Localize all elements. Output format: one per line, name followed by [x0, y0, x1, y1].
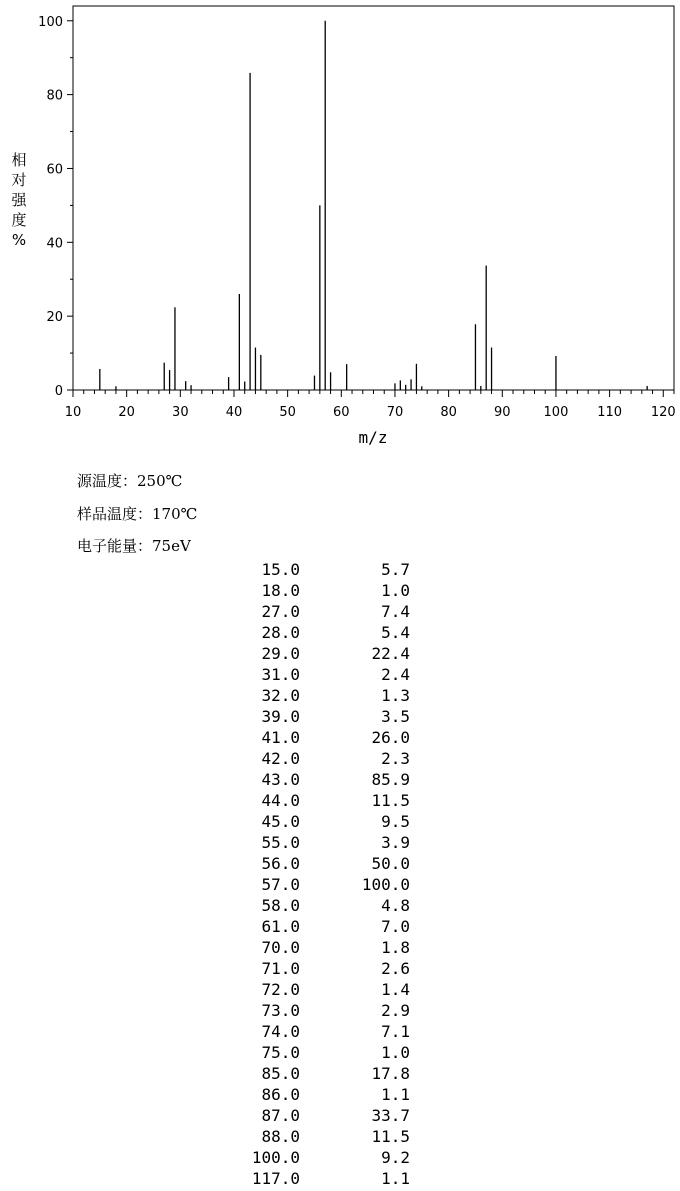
peak-table-row — [0, 874, 680, 895]
peak-intensity: 22.4 — [371, 644, 410, 663]
peak-table-row — [0, 580, 680, 601]
peak-intensity: 9.2 — [381, 1148, 410, 1167]
x-tick-label: 90 — [494, 405, 511, 420]
peak-mz: 86.0 — [261, 1085, 300, 1104]
spectrum-peaks — [100, 21, 647, 390]
peak-intensity: 1.0 — [381, 1043, 410, 1062]
peak-table-row — [0, 790, 680, 811]
peak-table-row — [0, 685, 680, 706]
peak-mz: 85.0 — [261, 1064, 300, 1083]
peak-table-row — [0, 748, 680, 769]
electron-energy: 电子能量：75eV — [77, 537, 191, 555]
peak-mz: 41.0 — [261, 728, 300, 747]
peak-intensity: 5.7 — [381, 560, 410, 579]
peak-table-row — [0, 1147, 680, 1168]
peak-mz: 39.0 — [261, 707, 300, 726]
peak-intensity: 4.8 — [381, 896, 410, 915]
peak-mz: 29.0 — [261, 644, 300, 663]
peak-table-row — [0, 958, 680, 979]
peak-mz: 56.0 — [261, 854, 300, 873]
peak-intensity: 2.3 — [381, 749, 410, 768]
y-tick-label: 40 — [46, 236, 63, 252]
peak-table-row — [0, 706, 680, 727]
y-tick-label: 60 — [46, 162, 63, 178]
peak-intensity: 2.4 — [381, 665, 410, 684]
peak-mz: 43.0 — [261, 770, 300, 789]
source-temperature: 源温度：250℃ — [77, 472, 183, 490]
x-tick-label: 110 — [597, 405, 623, 420]
peak-mz: 55.0 — [261, 833, 300, 852]
y-tick-label: 80 — [46, 88, 63, 104]
peak-intensity: 17.8 — [371, 1064, 410, 1083]
peak-intensity: 1.3 — [381, 686, 410, 705]
peak-intensity: 2.6 — [381, 959, 410, 978]
peak-mz: 61.0 — [261, 917, 300, 936]
peak-intensity: 3.5 — [381, 707, 410, 726]
peak-table-row — [0, 559, 680, 580]
peak-table-row — [0, 832, 680, 853]
peak-mz: 71.0 — [261, 959, 300, 978]
y-tick-label: 100 — [38, 14, 63, 30]
x-tick-label: 40 — [225, 405, 243, 420]
peak-mz: 45.0 — [261, 812, 300, 831]
peak-table-row — [0, 622, 680, 643]
peak-mz: 44.0 — [261, 791, 300, 810]
peak-intensity: 2.9 — [381, 1001, 410, 1020]
peak-table-row — [0, 727, 680, 748]
peak-table-row — [0, 601, 680, 622]
peak-intensity: 50.0 — [371, 854, 410, 873]
y-tick-label: 0 — [54, 384, 63, 399]
peak-mz: 18.0 — [261, 581, 300, 600]
peak-table-row — [0, 1105, 680, 1126]
x-tick-label: 80 — [440, 405, 457, 420]
peak-mz: 42.0 — [261, 749, 300, 768]
peak-mz: 15.0 — [261, 560, 300, 579]
x-axis-label: m/z — [358, 428, 388, 447]
y-axis-label: 相对强度% — [11, 151, 27, 249]
peak-table-row — [0, 1021, 680, 1042]
peak-intensity: 3.9 — [381, 833, 410, 852]
peak-table-row — [0, 979, 680, 1000]
x-tick-label: 30 — [172, 405, 189, 420]
peak-intensity: 1.8 — [381, 938, 410, 957]
peak-mz: 27.0 — [261, 602, 300, 621]
peak-mz: 88.0 — [261, 1127, 300, 1146]
peak-intensity: 11.5 — [371, 1127, 410, 1146]
peak-table-row — [0, 1000, 680, 1021]
peak-mz: 74.0 — [261, 1022, 300, 1041]
peak-table-row — [0, 895, 680, 916]
peak-table-row — [0, 664, 680, 685]
peak-intensity: 7.1 — [381, 1022, 410, 1041]
peak-intensity: 1.0 — [381, 581, 410, 600]
x-axis-ticks — [65, 390, 676, 420]
peak-intensity: 1.4 — [381, 980, 410, 999]
peak-intensity: 1.1 — [381, 1169, 410, 1188]
x-tick-label: 100 — [543, 405, 569, 420]
peak-table-row — [0, 937, 680, 958]
peak-intensity: 100.0 — [361, 875, 410, 894]
mass-spectrum-chart — [0, 0, 680, 460]
peak-intensity: 9.5 — [381, 812, 410, 831]
x-tick-label: 120 — [650, 405, 676, 420]
x-tick-label: 60 — [333, 405, 350, 420]
peak-intensity: 1.1 — [381, 1085, 410, 1104]
y-tick-label: 20 — [46, 310, 63, 326]
peak-table-row — [0, 643, 680, 664]
y-axis-ticks — [38, 15, 73, 399]
peak-mz: 87.0 — [261, 1106, 300, 1125]
plot-frame — [73, 6, 674, 390]
peak-mz: 72.0 — [261, 980, 300, 999]
peak-intensity: 11.5 — [371, 791, 410, 810]
peak-table-row — [0, 853, 680, 874]
x-tick-label: 50 — [279, 405, 296, 420]
peak-mz: 57.0 — [261, 875, 300, 894]
peak-intensity: 85.9 — [371, 770, 410, 789]
peak-mz: 73.0 — [261, 1001, 300, 1020]
peak-mz: 70.0 — [261, 938, 300, 957]
peak-table-row — [0, 1084, 680, 1105]
peak-mz: 117.0 — [251, 1169, 300, 1188]
peak-mz: 100.0 — [251, 1148, 300, 1167]
peak-table-row — [0, 1168, 680, 1189]
peak-mz: 32.0 — [261, 686, 300, 705]
peak-table-row — [0, 1126, 680, 1147]
sample-temperature: 样品温度：170℃ — [77, 505, 198, 523]
peak-table-row — [0, 811, 680, 832]
peak-mz: 58.0 — [261, 896, 300, 915]
peak-mz: 75.0 — [261, 1043, 300, 1062]
peak-intensity: 26.0 — [371, 728, 410, 747]
peak-intensity: 5.4 — [381, 623, 410, 642]
x-tick-label: 20 — [118, 405, 135, 420]
peak-table-row — [0, 1042, 680, 1063]
peak-table-row — [0, 769, 680, 790]
x-tick-label: 10 — [64, 405, 82, 420]
x-tick-label: 70 — [386, 405, 404, 420]
peak-intensity: 33.7 — [371, 1106, 410, 1125]
peak-intensity: 7.4 — [381, 602, 410, 621]
peak-mz: 31.0 — [261, 665, 300, 684]
peak-table-row — [0, 916, 680, 937]
peak-mz: 28.0 — [261, 623, 300, 642]
peak-intensity: 7.0 — [381, 917, 410, 936]
peak-table-row — [0, 1063, 680, 1084]
